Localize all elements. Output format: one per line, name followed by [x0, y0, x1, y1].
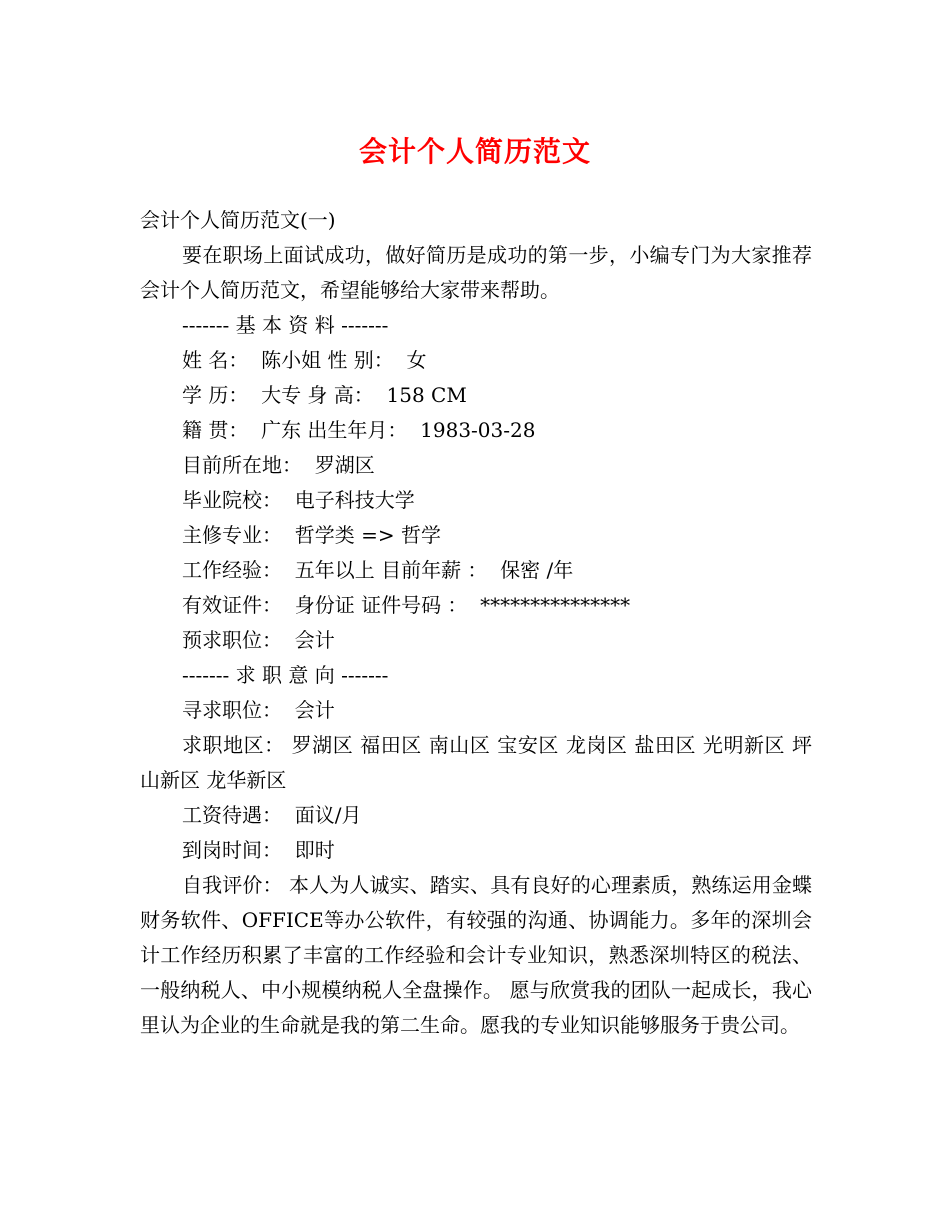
basic-line-experience: 工作经验： 五年以上 目前年薪 ： 保密 /年	[182, 558, 574, 582]
basic-line-id: 有效证件： 身份证 证件号码 ： ***************	[182, 593, 631, 617]
intro-paragraph: 要在职场上面试成功，做好简历是成功的第一步，小编专门为大家推荐会计个人简历范文，希望能够给大家带来帮助。	[140, 243, 812, 302]
basic-line-location: 目前所在地： 罗湖区	[182, 453, 375, 477]
document-body	[140, 203, 812, 1043]
basic-line-position: 预求职位： 会计	[182, 628, 335, 652]
basic-line-origin: 籍 贯： 广东 出生年月： 1983-03-28	[182, 418, 536, 442]
salary: 工资待遇： 面议/月	[182, 803, 362, 827]
section-intent-heading: ------- 求 职 意 向 -------	[182, 663, 389, 687]
basic-line-education: 学 历： 大专 身 高： 158 CM	[182, 383, 467, 407]
self-evaluation: 自我评价： 本人为人诚实、踏实、具有良好的心理素质，熟练运用金蝶财务软件、OFFICE等办公软件，有较强的沟通、协调能力。多年的深圳会计工作经历积累了丰富的工作经验和会计专业知识，熟悉深圳特区的税法、一般纳税人、中小规模纳税人全盘操作。 愿与欣赏我的团队一起成长，我心里认为企业的生命就是我的第二生命。愿我的专业知识能够服务于贵公司。	[140, 873, 812, 1037]
basic-line-major: 主修专业： 哲学类 => 哲学	[182, 523, 441, 547]
basic-line-name: 姓 名： 陈小姐 性 别： 女	[182, 348, 427, 372]
basic-line-school: 毕业院校： 电子科技大学	[182, 488, 415, 512]
seek-position: 寻求职位： 会计	[182, 698, 335, 722]
subtitle: 会计个人简历范文(一)	[140, 208, 336, 232]
seek-area: 求职地区： 罗湖区 福田区 南山区 宝安区 龙岗区 盐田区 光明新区 坪山新区 龙华新区	[140, 733, 812, 792]
section-basic-heading: ------- 基 本 资 料 -------	[182, 313, 389, 337]
arrival-time: 到岗时间： 即时	[182, 838, 335, 862]
document-title: 会计个人简历范文	[358, 135, 591, 168]
